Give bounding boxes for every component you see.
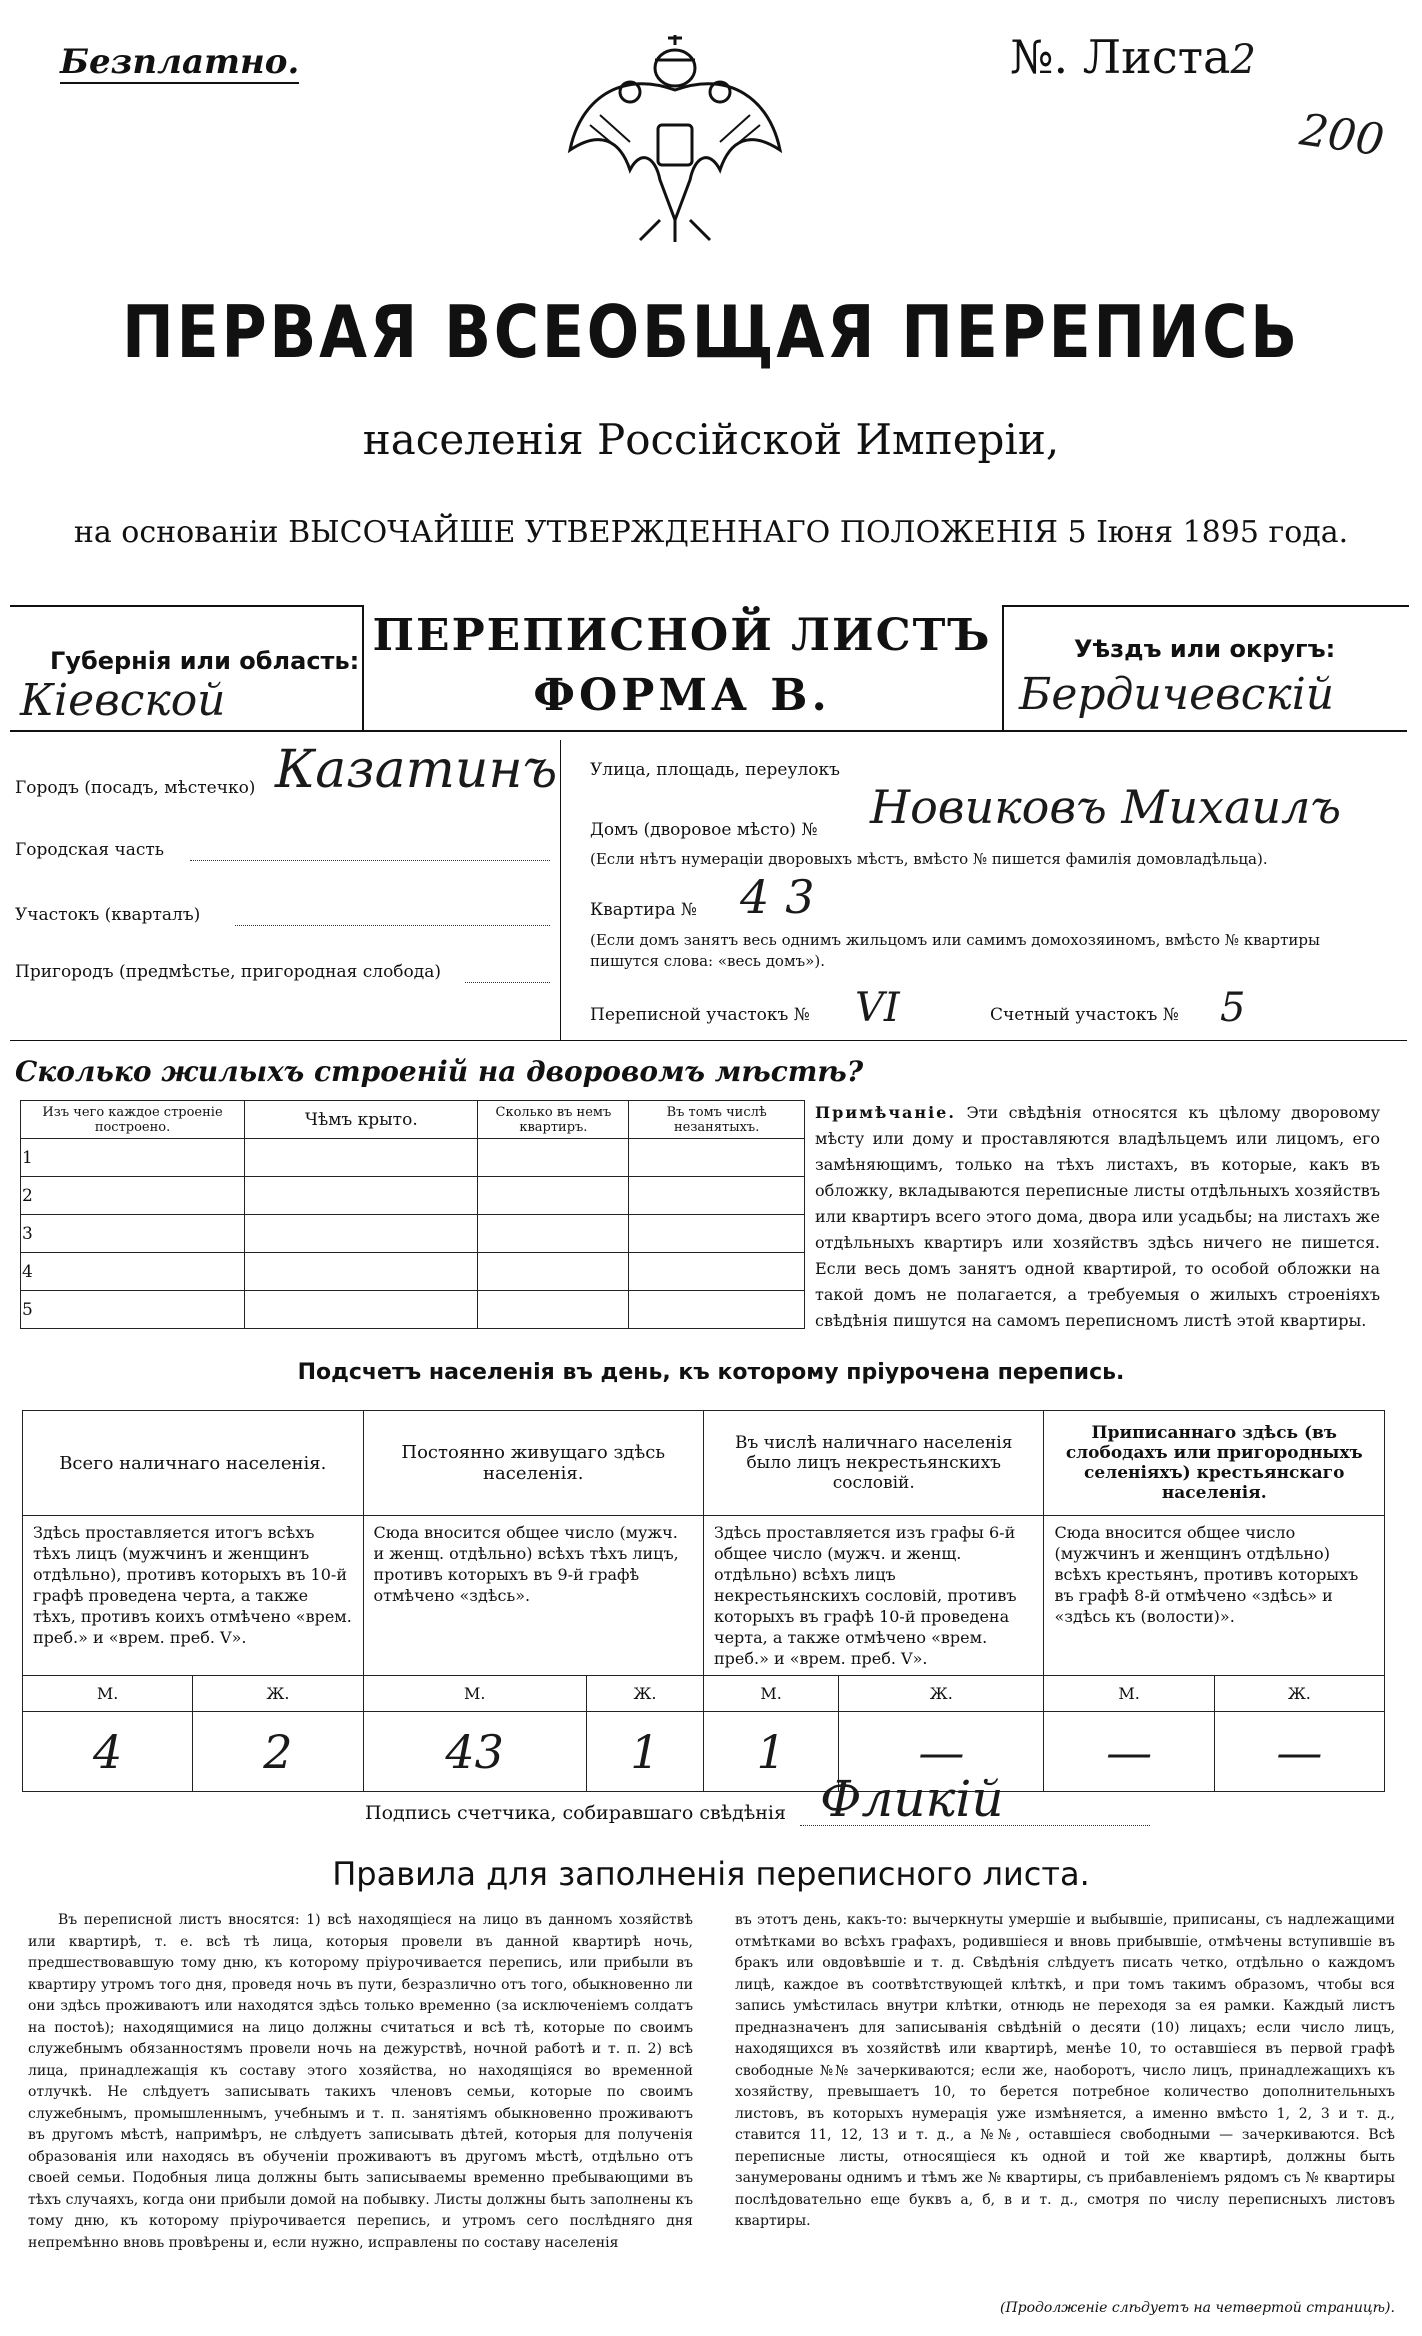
- house-note: (Если нѣтъ нумераціи дворовыхъ мѣстъ, вмѣсто № пишется фамилія домовладѣльца).: [590, 850, 1268, 868]
- population-heading: Подсчетъ населенія въ день, къ которому пріурочена перепись.: [297, 1360, 1125, 1385]
- form-label: ФОРМА В.: [533, 670, 831, 721]
- population-value: 4: [23, 1712, 193, 1792]
- uezd-label: Уѣздъ или округъ:: [1074, 635, 1336, 663]
- sex-male-header: М.: [363, 1676, 586, 1712]
- buildings-row: [21, 1291, 805, 1329]
- census-basis: на основаніи ВЫСОЧАЙШЕ УТВЕРЖДЕННАГО ПОЛОЖЕНІЯ 5 Іюня 1895 года.: [73, 515, 1349, 550]
- population-desc-nonpeasant: Здѣсь проставляется изъ графы 6-й общее число (мужч. и женщ. отдѣльно) всѣхъ лицъ некрестьянскихъ сословій, противъ которыхъ въ графѣ 10-й проведена черта, а также отмѣчено «врем. преб.» и «врем. преб. V».: [703, 1516, 1043, 1676]
- buildings-row-number: 3: [21, 1215, 245, 1253]
- population-value: 1: [703, 1712, 838, 1792]
- counting-district-label: Счетный участокъ №: [990, 1005, 1179, 1025]
- buildings-row-number: 5: [21, 1291, 245, 1329]
- population-col-nonpeasant: Въ числѣ наличнаго населенія было лицъ некрестьянскихъ сословій.: [703, 1411, 1043, 1516]
- precinct-label: Участокъ (кварталъ): [15, 905, 201, 925]
- sheet-title: ПЕРЕПИСНОЙ ЛИСТЪ: [372, 610, 992, 661]
- population-value: 1: [586, 1712, 703, 1792]
- sheet-number-label: №. Листа: [1010, 30, 1231, 84]
- population-desc-permanent: Сюда вносится общее число (мужч. и женщ. отдѣльно) всѣхъ тѣхъ лицъ, противъ которыхъ въ 9-й графѣ отмѣчено «здѣсь».: [363, 1516, 703, 1676]
- population-col-permanent: Постоянно живущаго здѣсь населенія.: [363, 1411, 703, 1516]
- buildings-col-vacant: Въ томъ числѣ незанятыхъ.: [629, 1101, 805, 1139]
- sex-male-header: М.: [1044, 1676, 1214, 1712]
- signature-value: Фликій: [820, 1770, 1004, 1828]
- address-right: [590, 740, 1390, 1040]
- sex-female-header: Ж.: [586, 1676, 703, 1712]
- sheet-number: [1010, 30, 1256, 84]
- apartment-value: 43: [740, 870, 831, 924]
- census-district-label: Переписной участокъ №: [590, 1005, 810, 1025]
- population-desc-peasant: Сюда вносится общее число (мужчинъ и женщинъ отдѣльно) всѣхъ крестьянъ, противъ которыхъ въ графѣ 8-й отмѣчено «здѣсь» и «здѣсь къ (волости)».: [1044, 1516, 1385, 1676]
- buildings-col-apartments: Сколько въ немъ квартиръ.: [478, 1101, 629, 1139]
- note-text: Эти свѣдѣнія относятся къ цѣлому дворовому мѣсту или дому и проставляются владѣльцемъ или лицомъ, его замѣняющимъ, только на тѣхъ листахъ, въ которые, какъ въ обложку, вкладываются переписные листы отдѣльныхъ хозяйствъ или квартиръ всего этого дома, двора или усадьбы; на листахъ же отдѣльныхъ квартиръ или хозяйствъ здѣсь ничего не пишется. Если весь домъ занятъ одной квартирой, то особой обложки на такой домъ не полагается, а требуемыя о жилыхъ строеніяхъ свѣдѣнія пишутся на самомъ переписномъ листѣ этой квартиры.: [815, 1103, 1381, 1330]
- suburb-label: Пригородъ (предмѣстье, пригородная слобода): [15, 962, 442, 982]
- divider: [10, 730, 1407, 732]
- note-title: Примѣчаніе.: [815, 1103, 956, 1122]
- buildings-row: [21, 1177, 805, 1215]
- population-value: —: [1214, 1712, 1384, 1792]
- buildings-col-material: Изъ чего каждое строеніе построено.: [21, 1101, 245, 1139]
- guberniya-value: Кіевской: [20, 675, 226, 726]
- population-value: —: [839, 1712, 1044, 1792]
- apartment-note: (Если домъ занятъ весь однимъ жильцомъ или самимъ домохозяиномъ, вмѣсто № квартиры пишутся слова: «весь домъ»).: [590, 931, 1320, 970]
- signature-label: Подпись счетчика, собиравшаго свѣдѣнія: [365, 1802, 786, 1824]
- house-value: Новиковъ Михаилъ: [870, 780, 1342, 834]
- city-label: Городъ (посадъ, мѣстечко): [15, 778, 256, 798]
- buildings-row: [21, 1139, 805, 1177]
- sex-male-header: М.: [23, 1676, 193, 1712]
- rules-right: въ этотъ день, какъ-то: вычеркнуты умершіе и выбывшіе, приписаны, съ надлежащими отмѣтками во всѣхъ графахъ, родившіеся и вновь прибывшіе, отмѣчены вступившіе въ бракъ или овдовѣвшіе и т. д. Свѣдѣнія слѣдуетъ писать четко, отдѣльно о каждомъ лицѣ, каждое въ соотвѣтствующей клѣткѣ, и при томъ такимъ образомъ, чтобы вся запись умѣстилась внутри клѣтки, отнюдь не переходя за ея рамки. Каждый листъ предназначенъ для записыванія свѣдѣній о десяти (10) лицахъ; если число лицъ, находящихся въ хозяйствѣ или квартирѣ, менѣе 10, то оставшіеся въ первой графѣ свободные №№ зачеркиваются; если же, наоборотъ, число лицъ, принадлежащихъ къ хозяйству, превышаетъ 10, то берется потребное количество дополнительныхъ листовъ, въ которыхъ нумерація уже измѣняется, а именно вмѣсто 1, 2, 3 и т. д., ставится 11, 12, 13 и т. д., а №№, оставшіеся свободными — зачеркиваются. Всѣ переписные листы, относящіеся къ одной и той же квартирѣ, должны быть занумерованы однимъ и тѣмъ же № квартиры, съ прибавленіемъ рядомъ съ № квартиры послѣдовательно еще буквъ а, б, в и т. д., смотря по числу переписныхъ листовъ квартиры.: [735, 1912, 1395, 2229]
- note-block: [815, 1100, 1380, 1334]
- sex-female-header: Ж.: [839, 1676, 1044, 1712]
- sex-male-header: М.: [703, 1676, 838, 1712]
- rules-continued: (Продолженіе слѣдуетъ на четвертой страницѣ).: [1000, 2300, 1395, 2316]
- uezd-value: Бердичевскій: [1019, 669, 1335, 720]
- page-mark: 200: [1296, 104, 1388, 167]
- guberniya-label: Губернія или область:: [50, 647, 360, 675]
- census-title: ПЕРВАЯ ВСЕОБЩАЯ ПЕРЕПИСЬ: [122, 290, 1300, 374]
- address-left: [15, 740, 561, 1040]
- buildings-row-number: 1: [21, 1139, 245, 1177]
- sheet-number-value: 2: [1230, 37, 1256, 83]
- city-value: Казатинъ: [275, 740, 558, 800]
- population-value: 43: [363, 1712, 586, 1792]
- house-label: Домъ (дворовое мѣсто) №: [590, 820, 818, 840]
- buildings-col-roof: Чѣмъ крыто.: [245, 1101, 478, 1139]
- counting-district-value: 5: [1220, 985, 1246, 1031]
- buildings-row-number: 4: [21, 1253, 245, 1291]
- city-part-label: Городская часть: [15, 840, 165, 860]
- buildings-table: [20, 1100, 805, 1329]
- buildings-row-number: 2: [21, 1177, 245, 1215]
- population-col-peasant: Приписаннаго здѣсь (въ слободахъ или пригородныхъ селеніяхъ) крестьянскаго населенія.: [1044, 1411, 1385, 1516]
- census-subtitle: населенія Россійской Имперіи,: [362, 415, 1060, 464]
- population-desc-total: Здѣсь проставляется итогъ всѣхъ тѣхъ лицъ (мужчинъ и женщинъ отдѣльно), противъ которыхъ въ 10-й графѣ проведена черта, а также тѣхъ, противъ коихъ отмѣчено «врем. преб.» и «врем. преб. V».: [23, 1516, 364, 1676]
- guberniya-box: [10, 605, 364, 732]
- divider: [10, 1040, 1407, 1041]
- population-table: [22, 1410, 1385, 1792]
- buildings-row: [21, 1215, 805, 1253]
- street-label: Улица, площадь, переулокъ: [590, 760, 840, 780]
- uezd-box: [1002, 605, 1409, 732]
- population-col-total: Всего наличнаго населенія.: [23, 1411, 364, 1516]
- buildings-heading: Сколько жилыхъ строеній на дворовомъ мѣстѣ?: [15, 1055, 864, 1088]
- free-label: Безплатно.: [60, 42, 300, 82]
- sex-female-header: Ж.: [193, 1676, 363, 1712]
- buildings-row: [21, 1253, 805, 1291]
- rules-title: Правила для заполненія переписного листа.: [332, 1855, 1090, 1893]
- sex-female-header: Ж.: [1214, 1676, 1384, 1712]
- census-district-value: VI: [855, 985, 900, 1031]
- population-value: 2: [193, 1712, 363, 1792]
- population-value: —: [1044, 1712, 1214, 1792]
- apartment-label: Квартира №: [590, 900, 697, 920]
- rules-left: Въ переписной листъ вносятся: 1) всѣ находящіеся на лицо въ данномъ хозяйствѣ или квартирѣ, т. е. всѣ тѣ лица, которыя провели въ данной квартирѣ ночь, предшествовавшую тому дню, къ которому пріурочивается перепись, или прибыли въ квартиру утромъ того дня, проведя ночь въ пути, безразлично отъ того, обыкновенно ли они здѣсь проживаютъ или находятся здѣсь только временно (за исключеніемъ солдатъ на постоѣ); находящимися на лицо должны считаться и всѣ тѣ, которые по своимъ служебнымъ обязанностямъ провели ночь на дежурствѣ, ночной работѣ и т. п. 2) всѣ лица, принадлежащія къ составу этого хозяйства, но находящіяся во временной отлучкѣ. Не слѣдуетъ записывать такихъ членовъ семьи, которые по своимъ служебнымъ, промышленнымъ, учебнымъ и т. п. занятіямъ обыкновенно проживаютъ въ другомъ мѣстѣ, напримѣръ, не слѣдуетъ записывать дѣтей, которыя для полученія образованія или находясь въ обученіи проживаютъ въ другомъ мѣстѣ, отдѣльно отъ своей семьи. Подобныя лица должны быть записываемы временно пребывающими въ тѣхъ случаяхъ, когда они прибыли домой на побывку. Листы должны быть заполнены къ тому дню, къ которому пріурочивается перепись, и утромъ сего послѣдняго дня непремѣнно вновь провѣрены и, если нужно, исправлены по составу населенія: [28, 1912, 693, 2251]
- imperial-eagle-emblem: [560, 30, 790, 250]
